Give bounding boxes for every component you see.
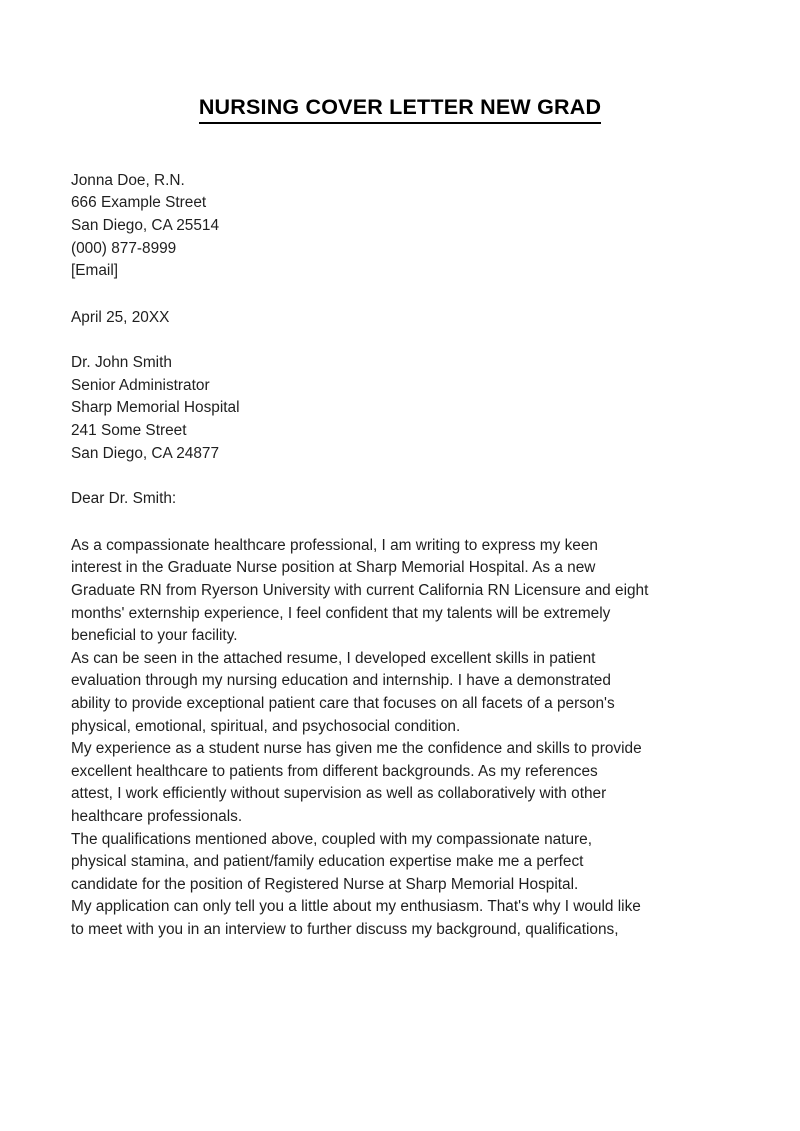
- recipient-name: Dr. John Smith: [71, 354, 172, 372]
- paragraph-2-line-1: As can be seen in the attached resume, I developed excellent skills in patient: [71, 649, 596, 667]
- paragraph-4-line-2: physical stamina, and patient/family education expertise make me a perfect: [71, 853, 584, 871]
- paragraph-3-line-3: attest, I work efficiently without supervision as well as collaboratively with other: [71, 785, 607, 803]
- page-title: [71, 0, 729, 124]
- salutation: Dear Dr. Smith:: [71, 490, 177, 508]
- paragraph-2-line-2: evaluation through my nursing education and internship. I have a demonstrated: [71, 672, 611, 690]
- body-paragraph-4: [71, 829, 729, 897]
- paragraph-3-line-2: excellent healthcare to patients from different backgrounds. As my references: [71, 762, 598, 780]
- paragraph-2-line-3: ability to provide exceptional patient care that focuses on all facets of a person's: [71, 695, 615, 712]
- recipient-street: 241 Some Street: [71, 422, 187, 440]
- document-body: [71, 0, 729, 942]
- sender-email: [Email]: [71, 262, 119, 280]
- paragraph-1-line-1: As a compassionate healthcare professional, I am writing to express my keen: [71, 536, 598, 554]
- recipient-job-title: Senior Administrator: [71, 376, 210, 394]
- paragraph-3-line-1: My experience as a student nurse has given me the confidence and skills to provide: [71, 740, 642, 758]
- body-paragraph-5: [71, 896, 729, 941]
- recipient-city-state-zip: San Diego, CA 24877: [71, 444, 220, 462]
- body-paragraph-1: [71, 535, 729, 648]
- paragraph-1-line-2: interest in the Graduate Nurse position at Sharp Memorial Hospital. As a new: [71, 559, 596, 577]
- paragraph-5-line-2: to meet with you in an interview to further discuss my background, qualifications,: [71, 920, 619, 938]
- sender-phone: (000) 877-8999: [71, 239, 177, 257]
- page-title-text: NURSING COVER LETTER NEW GRAD: [199, 95, 601, 124]
- body-paragraph-2: [71, 648, 729, 738]
- paragraph-4-line-3: candidate for the position of Registered Nurse at Sharp Memorial Hospital.: [71, 875, 579, 893]
- sender-street: 666 Example Street: [71, 194, 207, 212]
- salutation-block: [71, 488, 729, 511]
- paragraph-3-line-4: healthcare professionals.: [71, 807, 243, 825]
- sender-city-state-zip: San Diego, CA 25514: [71, 216, 220, 234]
- recipient-organization: Sharp Memorial Hospital: [71, 399, 240, 417]
- paragraph-1-line-4: months' externship experience, I feel confident that my talents will be extremely: [71, 604, 611, 622]
- paragraph-4-line-1: The qualifications mentioned above, coupled with my compassionate nature,: [71, 830, 593, 848]
- paragraph-1-line-3: Graduate RN from Ryerson University with current California RN Licensure and eight: [71, 582, 649, 600]
- paragraph-1-line-5: beneficial to your facility.: [71, 627, 238, 645]
- paragraph-2-line-4: physical, emotional, spiritual, and psychosocial condition.: [71, 717, 461, 735]
- letter-date: April 25, 20XX: [71, 308, 170, 326]
- recipient-address-block: [71, 352, 729, 465]
- body-paragraph-3: [71, 738, 729, 828]
- letter-date-block: [71, 307, 729, 330]
- paragraph-5-line-1: My application can only tell you a little about my enthusiasm. That's why I would like: [71, 898, 641, 916]
- sender-address-block: [71, 170, 729, 283]
- sender-name: Jonna Doe, R.N.: [71, 171, 185, 189]
